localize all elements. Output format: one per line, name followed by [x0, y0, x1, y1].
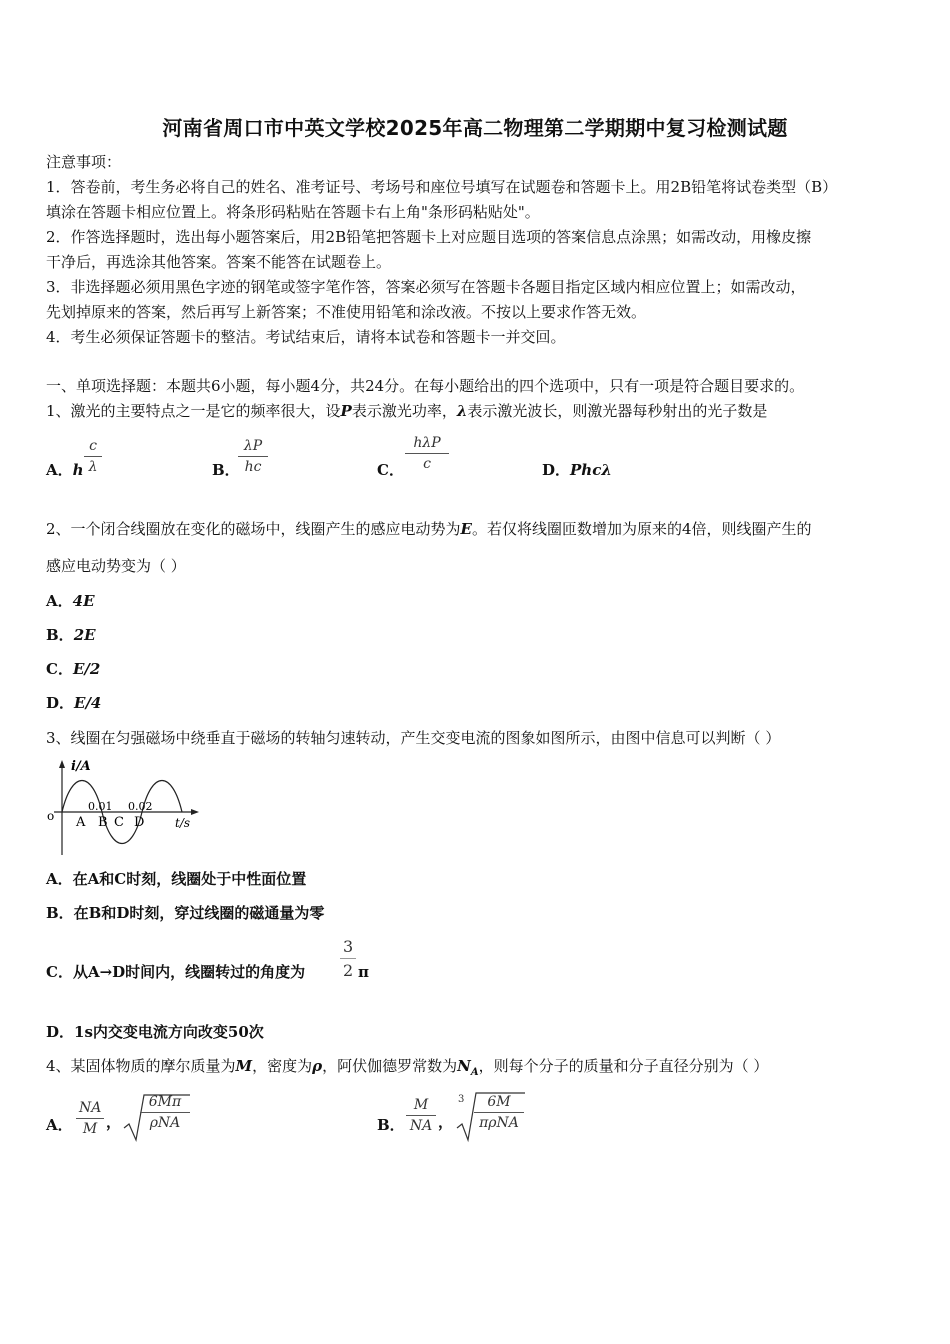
x-axis-arrow — [191, 809, 199, 815]
fraction-bar — [238, 456, 268, 457]
fraction-bar — [140, 1112, 190, 1113]
q4-symbol-na-sub: A — [470, 1067, 479, 1078]
q3-c-pi: π — [358, 963, 369, 981]
notice-line-5: 3．非选择题必须用黑色字迹的钢笔或签字笔作答，答案必须写在答题卡各题目指定区域内相应位置上；如需改动， — [46, 278, 806, 296]
option-label: A． — [46, 592, 73, 610]
q1-stem-part: 表示激光波长，则激光器每秒射出的光子数是 — [467, 402, 768, 420]
q3-option-d[interactable]: D．1s内交变电流方向改变50次 — [46, 1023, 264, 1041]
q2-option-c[interactable] — [46, 659, 100, 679]
option-value: 2E — [73, 626, 96, 644]
q3-option-b[interactable]: B．在B和D时刻，穿过线圈的磁通量为零 — [46, 904, 325, 922]
fraction-numerator: 6M — [487, 1094, 511, 1110]
q4-stem-part: 4、某固体物质的摩尔质量为 — [46, 1057, 236, 1075]
q4-stem-part: ，则每个分子的质量和分子直径分别为（ ） — [478, 1057, 769, 1075]
notice-line-3: 2．作答选择题时，选出每小题答案后，用2B铅笔把答题卡上对应题目选项的答案信息点涂黑；如需改动，用橡皮擦 — [46, 228, 812, 246]
q2-stem-part: 。若仅将线圈匝数增加为原来的4倍，则线圈产生的 — [471, 520, 812, 538]
q1-stem-part: 1、激光的主要特点之一是它的频率很大，设 — [46, 402, 341, 420]
q1-c-fraction — [405, 435, 449, 472]
q1-option-c[interactable] — [377, 460, 404, 480]
notice-line-1: 1．答卷前，考生务必将自己的姓名、准考证号、考场号和座位号填写在试题卷和答题卡上。用2B铅笔将试卷类型（B） — [46, 178, 838, 196]
q1-d-value: Phcλ — [570, 461, 612, 479]
q4-b-comma: ， — [438, 1113, 454, 1131]
notice-line-2: 填涂在答题卡相应位置上。将条形码粘贴在答题卡右上角"条形码粘贴处"。 — [46, 203, 540, 221]
q4-symbol-m: M — [235, 1057, 253, 1075]
y-axis-arrow — [59, 760, 65, 768]
tick-label: 0.02 — [128, 800, 153, 813]
fraction-numerator: λP — [243, 438, 263, 454]
option-label: D． — [542, 461, 571, 479]
fraction-numerator: M — [413, 1097, 429, 1113]
fraction-bar — [84, 456, 102, 457]
notice-line-6: 先划掉原来的答案，然后再写上新答案；不准使用铅笔和涂改液。不按以上要求作答无效。 — [46, 303, 647, 321]
q4-stem-part: ，密度为 — [252, 1057, 313, 1075]
option-label: B． — [212, 461, 240, 479]
section-heading: 一、单项选择题：本题共6小题，每小题4分，共24分。在每小题给出的四个选项中，只有一项是符合题目要求的。 — [46, 377, 805, 395]
fraction-denominator: M — [82, 1121, 98, 1137]
notice-line-7: 4．考生必须保证答题卡的整洁。考试结束后，请将本试卷和答题卡一并交回。 — [46, 328, 566, 346]
point-label-c: C — [114, 815, 124, 830]
fraction-denominator: hc — [244, 459, 262, 475]
y-axis-label: i/A — [71, 759, 91, 774]
option-label: B． — [377, 1116, 405, 1134]
fraction-numerator: 6Mπ — [148, 1094, 182, 1110]
q1-option-d[interactable] — [542, 460, 612, 480]
option-label: C． — [46, 660, 73, 678]
q4-a-comma: ， — [106, 1113, 122, 1131]
fraction-numerator: hλP — [413, 435, 441, 451]
q2-stem-cont: 感应电动势变为（ ） — [46, 557, 186, 575]
page-title: 河南省周口市中英文学校2025年高二物理第二学期期中复习检测试题 — [162, 116, 788, 140]
origin-label: o — [47, 809, 55, 823]
option-value: E/2 — [72, 660, 101, 678]
fraction-denominator: 2 — [343, 961, 354, 980]
option-value: 4E — [72, 592, 95, 610]
option-label: A． — [46, 1116, 73, 1134]
q1-symbol-p: P — [340, 402, 352, 420]
fraction-bar — [340, 958, 356, 959]
x-axis-label: t/s — [175, 816, 191, 830]
q1-stem-part: 表示激光功率， — [351, 402, 457, 420]
notice-heading: 注意事项： — [46, 153, 122, 171]
q4-stem-part: ，阿伏伽德罗常数为 — [322, 1057, 458, 1075]
q1-a-fraction — [84, 438, 102, 475]
q3-option-c[interactable] — [46, 962, 305, 982]
q1-a-h: h — [72, 461, 84, 479]
option-label: C． — [377, 461, 404, 479]
q4-option-b[interactable] — [377, 1115, 405, 1135]
option-label: A． — [46, 461, 73, 479]
fraction-bar — [474, 1112, 524, 1113]
q2-stem — [46, 519, 812, 539]
tick-label: 0.01 — [88, 800, 113, 813]
option-value: E/4 — [74, 694, 102, 712]
point-label-a: A — [76, 815, 86, 830]
q2-option-b[interactable] — [46, 625, 96, 645]
q3-c-fraction — [340, 937, 356, 980]
fraction-bar — [405, 453, 449, 454]
fraction-bar — [76, 1118, 104, 1119]
q4-a-fraction-mass — [76, 1100, 104, 1137]
q4-a-root-fraction — [140, 1094, 190, 1131]
q3-option-a[interactable]: A．在A和C时刻，线圈处于中性面位置 — [46, 870, 307, 888]
q2-symbol-e: E — [460, 520, 472, 538]
q3-current-graph — [44, 755, 209, 860]
q4-b-root-fraction — [474, 1094, 524, 1131]
point-label-d: D — [134, 815, 145, 830]
q4-symbol-na: N — [457, 1057, 471, 1075]
point-label-b: B — [98, 815, 108, 830]
option-label: D． — [46, 694, 75, 712]
q4-b-root-index: 3 — [458, 1094, 465, 1105]
q1-option-b[interactable] — [212, 460, 240, 480]
q2-stem-part: 2、一个闭合线圈放在变化的磁场中，线圈产生的感应电动势为 — [46, 520, 461, 538]
fraction-denominator: πρNA — [479, 1115, 519, 1131]
q3-stem: 3、线圈在匀强磁场中绕垂直于磁场的转轴匀速转动，产生交变电流的图象如图所示，由图中信息可以判断（ ） — [46, 729, 781, 747]
fraction-denominator: ρNA — [149, 1115, 181, 1131]
q1-stem — [46, 401, 767, 421]
q4-option-a[interactable] — [46, 1115, 73, 1135]
option-text: C．从A→D时间内，线圈转过的角度为 — [46, 963, 306, 981]
notice-line-4: 干净后，再选涂其他答案。答案不能答在试题卷上。 — [46, 253, 392, 271]
q1-option-a[interactable] — [46, 460, 84, 480]
q4-stem — [46, 1056, 768, 1083]
fraction-bar — [406, 1115, 436, 1116]
q1-b-fraction — [238, 438, 268, 475]
q2-option-d[interactable] — [46, 693, 101, 713]
q4-b-fraction-mass — [406, 1097, 436, 1134]
fraction-denominator: λ — [88, 459, 98, 475]
fraction-numerator: 3 — [343, 937, 354, 956]
fraction-denominator: NA — [409, 1118, 433, 1134]
q2-option-a[interactable] — [46, 591, 95, 611]
q4-symbol-rho: ρ — [312, 1057, 323, 1075]
option-label: B． — [46, 626, 74, 644]
q1-symbol-lambda: λ — [456, 402, 468, 420]
fraction-numerator: NA — [79, 1100, 102, 1116]
fraction-denominator: c — [423, 456, 431, 472]
fraction-numerator: c — [89, 438, 97, 454]
